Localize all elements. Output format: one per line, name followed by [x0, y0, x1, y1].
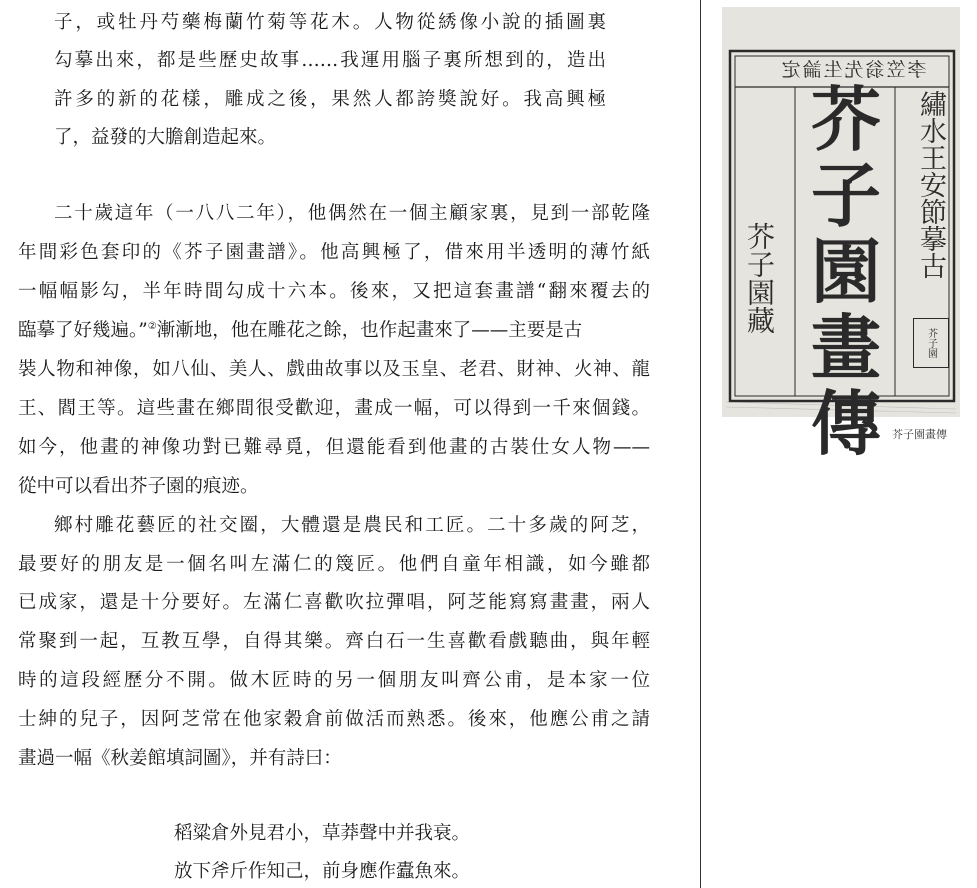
- poem-line-1: 稻粱倉外見君小，草莽聲中并我衰。: [174, 823, 471, 844]
- figure-caption: 芥子園畫傳: [892, 428, 947, 441]
- twenty-line-4-end: 漸漸地，他在雕花之餘，也作起畫來了——主要是古: [156, 320, 583, 341]
- twenty-line-7: 如今，他畫的神像功對已難尋覓，但還能看到他畫的古裝仕女人物——: [18, 437, 650, 458]
- poem-line-2: 放下斧斤作知己，前身應作蠹魚來。: [174, 861, 471, 882]
- village-line-4: 常聚到一起，互教互學，自得其樂。齊白石一生喜歡看戲聽曲，與年輕: [18, 631, 650, 652]
- cover-right-column: 繡水王安節摹古: [915, 90, 946, 279]
- twenty-line-1: 二十歲這年（一八八二年），他偶然在一個主顧家裏，見到一部乾隆: [54, 203, 650, 224]
- twenty-line-2: 年間彩色套印的《芥子園畫譜》。他高興極了，借來用半透明的薄竹紙: [18, 242, 650, 263]
- cover-title-char-5: 傳: [811, 382, 881, 465]
- twenty-line-8: 從中可以看出芥子園的痕迹。: [18, 476, 259, 497]
- intro-line-1: 子，或牡丹芍藥梅蘭竹菊等花木。人物從綉像小說的插圖裏: [54, 12, 606, 33]
- twenty-line-3: 一幅幅影勾，半年時間勾成十六本。後來，又把這套畫譜“翻來覆去的: [18, 281, 650, 302]
- twenty-line-4: [18, 319, 650, 343]
- cover-title: [796, 78, 896, 465]
- cover-title-char-3: 園: [811, 230, 881, 313]
- twenty-line-6: 王、閻王等。這些畫在鄉間很受歡迎，畫成一幅，可以得到一千來個錢。: [18, 398, 650, 419]
- twenty-line-4-start: 臨摹了好幾遍。”: [18, 320, 148, 341]
- cover-left-column: 芥子園藏: [743, 222, 776, 334]
- column-divider: [700, 0, 701, 888]
- twenty-line-5: 裝人物和神像，如八仙、美人、戲曲故事以及玉皇、老君、財神、火神、龍: [18, 359, 650, 380]
- intro-line-3: 許多的新的花樣，雕成之後，果然人都誇獎說好。我高興極: [54, 89, 606, 110]
- intro-line-2: 勾摹出來，都是些歷史故事……我運用腦子裏所想到的，造出: [54, 50, 606, 71]
- footnote-mark: ②: [147, 320, 157, 332]
- cover-title-char-1: 芥: [811, 78, 881, 161]
- village-line-5: 時的這段經歷分不開。做木匠時的另一個朋友叫齊公甫，是本家一位: [18, 670, 650, 691]
- cover-title-char-4: 畫: [811, 306, 881, 389]
- village-line-7: 畫過一幅《秋姜館填詞圖》，并有詩曰：: [18, 748, 342, 769]
- village-line-3: 已成家，還是十分要好。左滿仁喜歡吹拉彈唱，阿芝能寫寫畫畫，兩人: [18, 592, 650, 613]
- cover-title-char-2: 子: [811, 154, 881, 237]
- village-line-2: 最要好的朋友是一個名叫左滿仁的篾匠。他們自童年相識，如今雖都: [18, 554, 650, 575]
- village-line-1: 鄉村雕花藝匠的社交圈，大體還是農民和工匠。二十多歲的阿芝，: [54, 515, 650, 536]
- cover-seal-stamp: 芥子園: [913, 318, 949, 368]
- intro-line-4: 了，益發的大膽創造起來。: [54, 127, 277, 148]
- village-line-6: 士紳的兒子，因阿芝常在他家穀倉前做活而熟悉。後來，他應公甫之請: [18, 709, 650, 730]
- cover-top-line: 李笠翁先生論定: [779, 58, 927, 81]
